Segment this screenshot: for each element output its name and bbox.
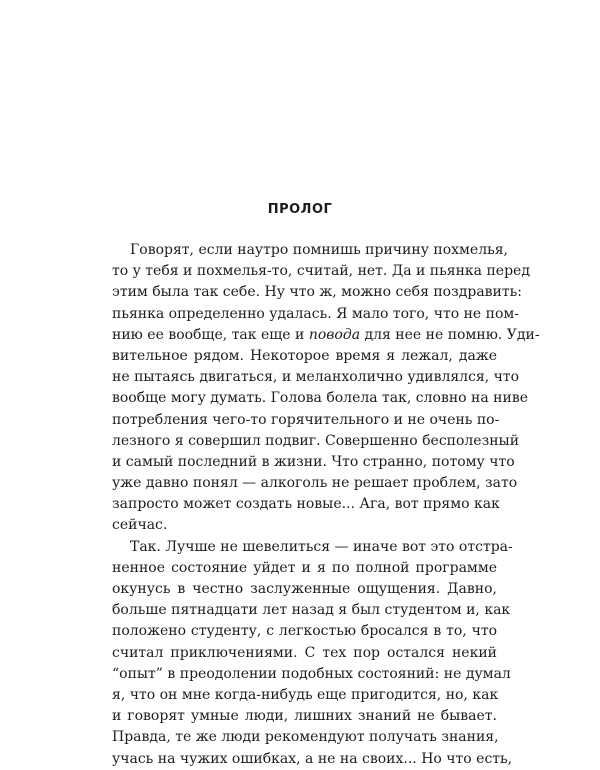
text-line: “опыт” в преодолении подобных состояний: не думал	[112, 665, 511, 682]
text-line: лезного я совершил подвиг. Совершенно бесполезный	[112, 432, 520, 449]
text-line: то у тебя и похмелья-то, считай, нет. Да и пьянка перед	[112, 263, 530, 280]
text-line-with-italic	[112, 325, 540, 346]
text-line: больше пятнадцати лет назад я был студентом и, как	[112, 602, 511, 619]
text-line: учась на чужих ошибках, а не на своих... Но что есть,	[112, 750, 513, 767]
text-line: ненное состояние уйдет и я по полной программе	[112, 559, 497, 576]
text-line: положено студенту, с легкостью бросался в то, что	[112, 623, 497, 640]
text-line: Так. Лучше не шевелиться — иначе вот это отстра-	[130, 538, 513, 555]
text-line: Правда, те же люди рекомендуют получать знания,	[112, 729, 499, 746]
text-line: сейчас.	[112, 517, 168, 534]
text-line: вительное рядом. Некоторое время я лежал, даже	[112, 347, 497, 364]
text-segment: для нее не помню. Уди-	[360, 326, 540, 343]
text-line: вообще могу думать. Голова болела так, словно на ниве	[112, 390, 529, 407]
chapter-title: ПРОЛОГ	[267, 202, 333, 217]
text-line: я, что он мне когда-нибудь еще пригодится, но, как	[112, 686, 499, 703]
paragraph-2	[112, 537, 513, 770]
text-segment: нию ее вообще, так еще и	[112, 326, 309, 343]
text-line: уже давно понял — алкоголь не решает проблем, зато	[112, 475, 518, 492]
italic-word: повода	[308, 326, 361, 343]
text-line: считал приключениями. С тех пор остался некий	[112, 644, 497, 661]
text-line: потребления чего-то горячительного и не очень по-	[112, 411, 500, 428]
text-line: запросто может создать новые... Ага, вот прямо как	[112, 496, 500, 513]
text-line: Говорят, если наутро помнишь причину похмелья,	[130, 242, 509, 258]
paragraph-1	[112, 240, 540, 537]
text-line: окунусь в честно заслуженные ощущения. Давно,	[112, 581, 497, 597]
text-line: этим была так себе. Ну что ж, можно себя поздравить:	[112, 284, 522, 301]
text-line: пьянка определенно удалась. Я мало того, что не пом-	[112, 305, 520, 322]
text-line: и самый последний в жизни. Что странно, потому что	[112, 453, 515, 470]
text-line: и говорят умные люди, лишних знаний не бывает.	[112, 708, 497, 725]
text-line: не пытаясь двигаться, и меланхолично удивлялся, что	[112, 369, 520, 386]
body-text	[112, 240, 540, 770]
